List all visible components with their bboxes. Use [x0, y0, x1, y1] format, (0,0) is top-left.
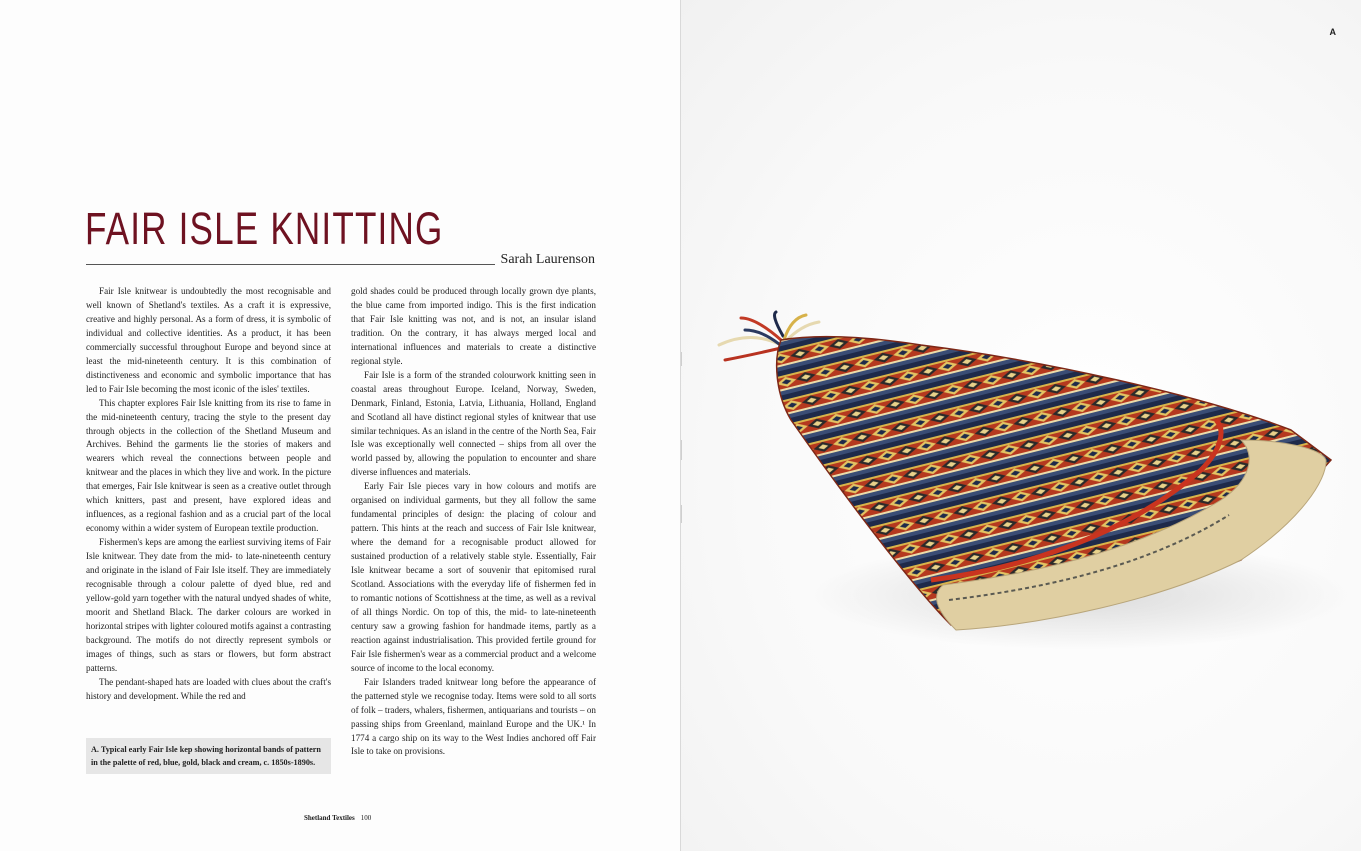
page-footer: [304, 814, 371, 822]
title-rule: [86, 264, 495, 265]
figure-caption: A. Typical early Fair Isle kep showing horizontal bands of pattern in the palette of red, blue, gold, black and cream, c. 1850s-1890s.: [86, 738, 331, 774]
paragraph: gold shades could be produced through locally grown dye plants, the blue came from imported indigo. This is the first indication that Fair Isle knitting was not, and is not, an insular island tradition. On the contrary, it has always merged local and international influences and materials to create a distinctive regional style.: [351, 286, 596, 366]
paragraph: Fair Isle knitwear is undoubtedly the most recognisable and well known of Shetland's textiles. As a craft it is expressive, creative and highly personal. As a form of dress, it is symbolic of individual and collective identities. As a product, it has been commercially successful throughout Europe and beyond since at least the mid-nineteenth century. It is this combination of distinctiveness and economic and symbolic importance that has led to Fair Isle becoming the most iconic of the isles' textiles.: [86, 286, 331, 394]
paragraph: Fair Islanders traded knitwear long before the appearance of the patterned style we recognise today. Items were sold to all sorts of folk – traders, whalers, fishermen, antiquarians and tourists – on passing ships from Greenland, mainland Europe and the UK.¹ In 1774 a cargo ship on its way to the West Indies anchored off Fair Isle to take on provisions.: [351, 676, 596, 757]
page-number: 100: [360, 814, 372, 822]
paragraph: This chapter explores Fair Isle knitting from its rise to fame in the mid-nineteenth century, tracing the style to the present day through objects in the collection of the Shetland Museum and Archives. Behind the garments lie the stories of makers and wearers which reveal the connections between people and knitwear and the places in which they live and work. In the picture that emerges, Fair Isle knitwear is seen as a creative outlet through which knitters, past and present, have explored ideas and influences, as a regional fashion and as a crucial part of the local economy within a wider system of European textile production.: [86, 397, 331, 534]
text-column-2: [351, 285, 596, 759]
right-page: [681, 0, 1361, 851]
paragraph: The pendant-shaped hats are loaded with clues about the craft's history and development. While the red and: [86, 676, 331, 701]
figure-letter: A: [1329, 27, 1336, 37]
text-column-1: [86, 285, 331, 704]
paragraph: Fair Isle is a form of the stranded colourwork knitting seen in coastal areas throughout Europe. Iceland, Norway, Sweden, Denmark, Finland, Estonia, Latvia, Lithuania, Holland, England and Scotland all have distinct regional styles of knitwear that use similar techniques. As an island in the centre of the North Sea, Fair Isle was exceptionally well connected – ships from all over the world passed by, allowing the population to encounter and share diverse influences and materials.: [351, 369, 596, 478]
book-title: Shetland Textiles: [304, 814, 355, 822]
paragraph: Early Fair Isle pieces vary in how colours and motifs are organised on individual garments, but they all follow the same fundamental principles of design: the placing of colour and pattern. This hints at the reach and success of Fair Isle knitwear, where the demand for a recognisable product allowed for sustained production of a relatively stable style. Essentially, Fair Isle knitwear became a sort of souvenir that epitomised rural Scotland. Associations with the everyday life of fishermen fed in to romantic notions of Scottishness at the time, as well as a revival of all things Nordic. On top of this, the mid- to late-nineteenth century saw a growing fashion for handmade items, partly as a reaction against industrialisation. This provided fertile ground for Fair Isle fishermen's wear as a commercial product and a welcome source of income to the local economy.: [351, 481, 596, 673]
author-name: Sarah Laurenson: [500, 252, 595, 267]
chapter-title: FAIR ISLE KNITTING: [85, 203, 444, 254]
left-page: [0, 0, 680, 851]
knitted-kep-photo: [681, 0, 1361, 851]
paragraph: Fishermen's keps are among the earliest surviving items of Fair Isle knitwear. They date from the mid- to late-nineteenth century and originate in the island of Fair Isle itself. They are immediately recognisable through a colour palette of dyed blue, red and yellow-gold yarn together with the natural undyed shades of white, moorit and Shetland Black. The darker colours are worked in horizontal stripes with lighter coloured motifs against a contrasting background. The motifs do not directly represent symbols or images of things, such as stars or flowers, but form abstract patterns.: [86, 537, 331, 673]
